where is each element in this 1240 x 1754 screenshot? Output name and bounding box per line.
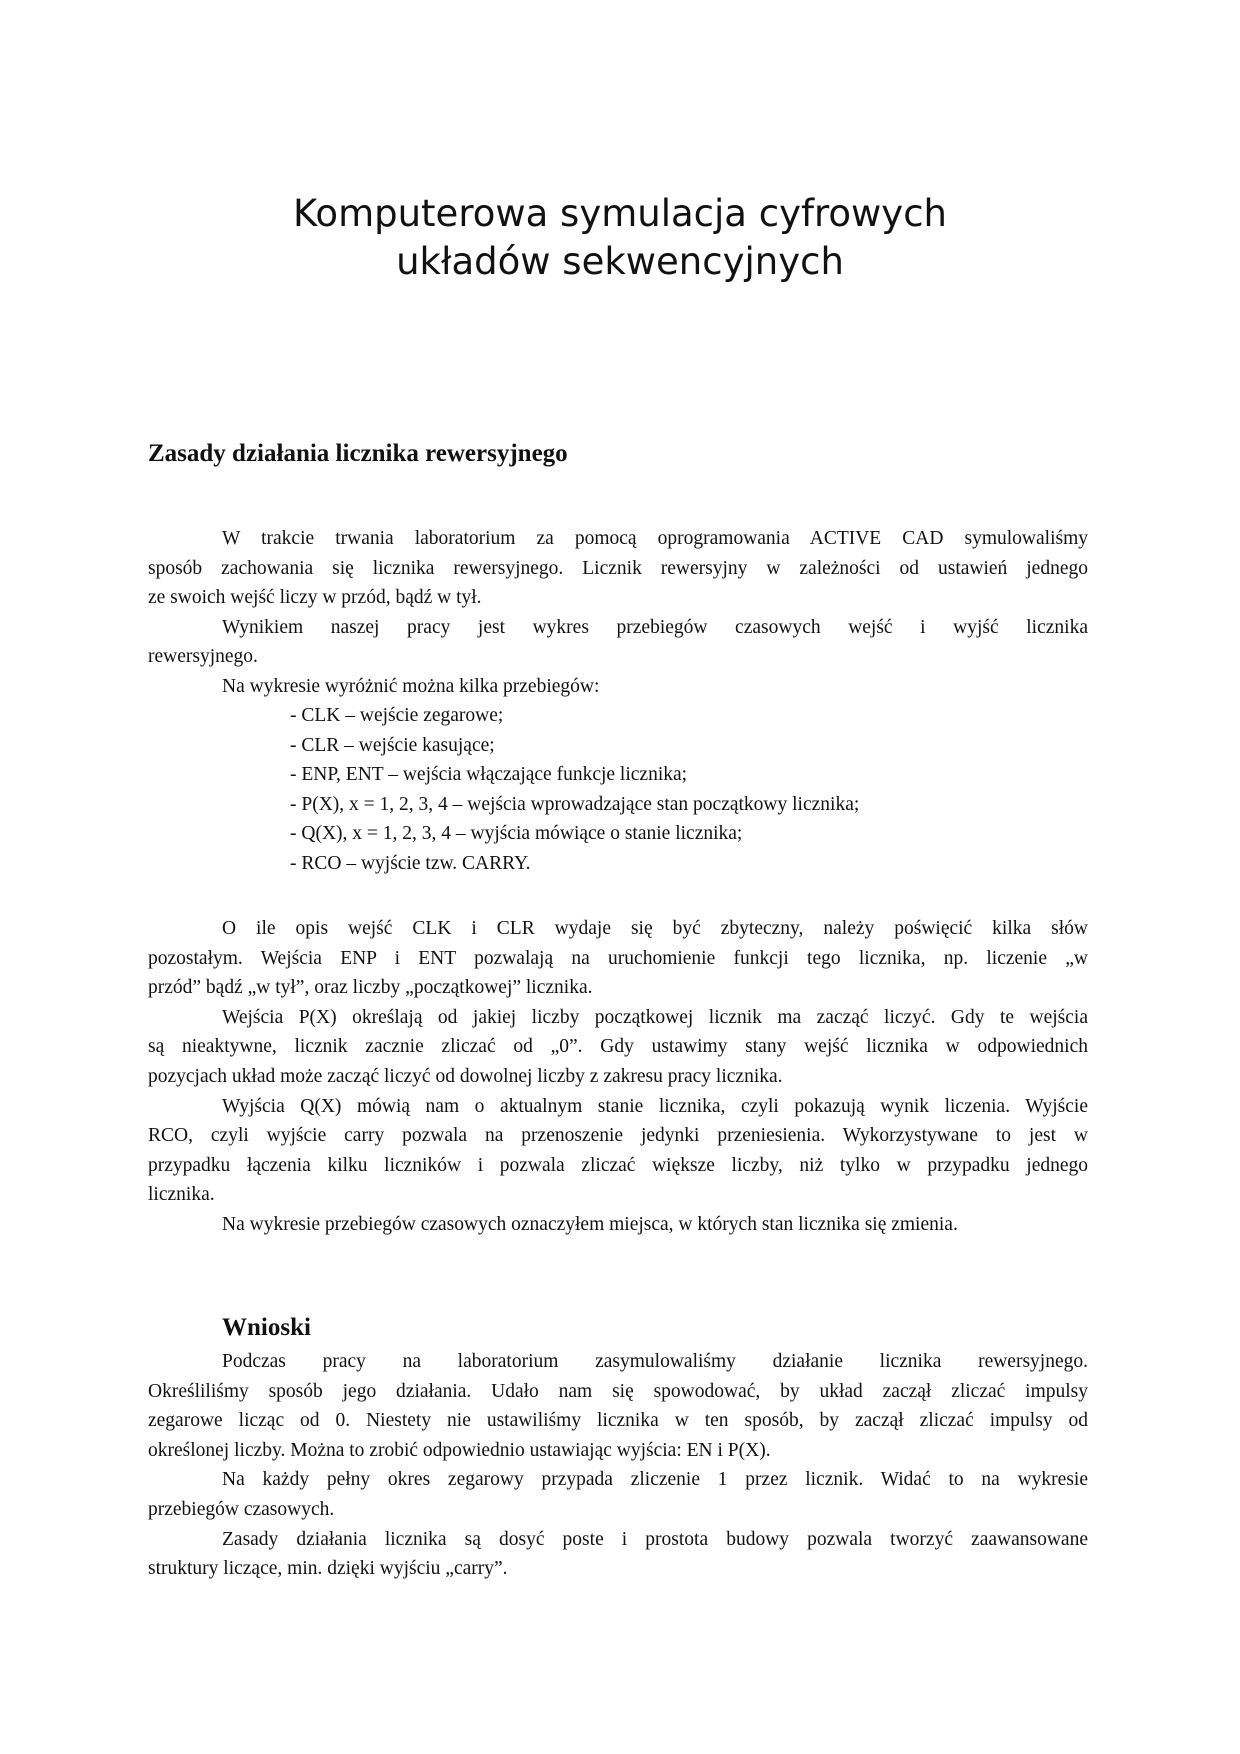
section1-intro [148, 524, 1088, 702]
list-item: - Q(X), x = 1, 2, 3, 4 – wyjścia mówiące o stanie licznika; [290, 823, 743, 845]
paragraph-line: Na wykresie wyróżnić można kilka przebiegów: [222, 675, 600, 697]
paragraph-line: rewersyjnego. [148, 646, 258, 668]
paragraph-line: Wyjścia Q(X) mówią nam o aktualnym stanie licznika, czyli pokazują wynik liczenia. Wyjście [222, 1095, 1088, 1117]
paragraph-line: przód” bądź „w tył”, oraz liczby „początkowej” licznika. [148, 977, 593, 999]
list-item: - CLR – wejście kasujące; [290, 734, 495, 756]
paragraph-line: O ile opis wejść CLK i CLR wydaje się być zbyteczny, należy poświęcić kilka słów [222, 918, 1088, 939]
list-item: - CLK – wejście zegarowe; [290, 705, 504, 726]
paragraph-line: Podczas pracy na laboratorium zasymulowaliśmy działanie licznika rewersyjnego. [222, 1351, 1088, 1372]
section1-body [148, 914, 1088, 1240]
section-heading-wnioski: Wnioski [222, 1314, 311, 1341]
paragraph-line: przebiegów czasowych. [148, 1498, 335, 1520]
paragraph-line: ze swoich wejść liczy w przód, bądź w tył. [148, 587, 482, 609]
paragraph-line: określonej liczby. Można to zrobić odpowiednio ustawiając wyjścia: EN i P(X). [148, 1439, 771, 1461]
section-heading-zasady: Zasady działania licznika rewersyjnego [148, 440, 568, 467]
document-title [0, 190, 1240, 286]
paragraph-line: licznika. [148, 1184, 215, 1206]
paragraph-line: W trakcie trwania laboratorium za pomocą oprogramowania ACTIVE CAD symulowaliśmy [222, 528, 1088, 549]
conclusions-body [148, 1347, 1088, 1584]
paragraph-line: RCO, czyli wyjście carry pozwala na przenoszenie jedynki przeniesienia. Wykorzystywane to jest w [148, 1125, 1088, 1147]
paragraph-line: pozycjach układ może zacząć liczyć od dowolnej liczby z zakresu pracy licznika. [148, 1065, 783, 1087]
list-item: - ENP, ENT – wejścia włączające funkcje licznika; [290, 764, 688, 786]
paragraph-line: Na wykresie przebiegów czasowych oznaczyłem miejsca, w których stan licznika się zmienia. [222, 1213, 958, 1235]
list-item: - RCO – wyjście tzw. CARRY. [290, 852, 531, 874]
paragraph-line: Wejścia P(X) określają od jakiej liczby początkowej licznik ma zacząć liczyć. Gdy te wejścia [222, 1006, 1088, 1028]
title-line-2: układów sekwencyjnych [396, 240, 844, 283]
paragraph-line: Określiliśmy sposób jego działania. Udało nam się spowodować, by układ zaczął zliczać impulsy [148, 1380, 1088, 1402]
inputs-list [148, 701, 1088, 879]
paragraph-line: są nieaktywne, licznik zacznie zliczać od „0”. Gdy ustawimy stany wejść licznika w odpowiednich [148, 1036, 1088, 1058]
paragraph-line: struktury liczące, min. dzięki wyjściu „carry”. [148, 1558, 508, 1580]
paragraph-line: sposób zachowania się licznika rewersyjnego. Licznik rewersyjny w zależności od ustawień jednego [148, 557, 1088, 579]
paragraph-line: zegarowe licząc od 0. Niestety nie ustawiliśmy licznika w ten sposób, by zaczął zliczać impulsy od [148, 1410, 1088, 1432]
paragraph-line: przypadku łączenia kilku liczników i pozwala zliczać większe liczby, niż tylko w przypadku jednego [148, 1154, 1088, 1176]
list-item: - P(X), x = 1, 2, 3, 4 – wejścia wprowadzające stan początkowy licznika; [290, 793, 860, 815]
paragraph-line: Zasady działania licznika są dosyć poste i prostota budowy pozwala tworzyć zaawansowane [222, 1528, 1088, 1550]
paragraph-line: pozostałym. Wejścia ENP i ENT pozwalają na uruchomienie funkcji tego licznika, np. liczenie „w [148, 947, 1088, 969]
paragraph-line: Na każdy pełny okres zegarowy przypada zliczenie 1 przez licznik. Widać to na wykresie [222, 1469, 1088, 1491]
paragraph-line: Wynikiem naszej pracy jest wykres przebiegów czasowych wejść i wyjść licznika [222, 616, 1088, 638]
title-line-1: Komputerowa symulacja cyfrowych [293, 192, 947, 235]
